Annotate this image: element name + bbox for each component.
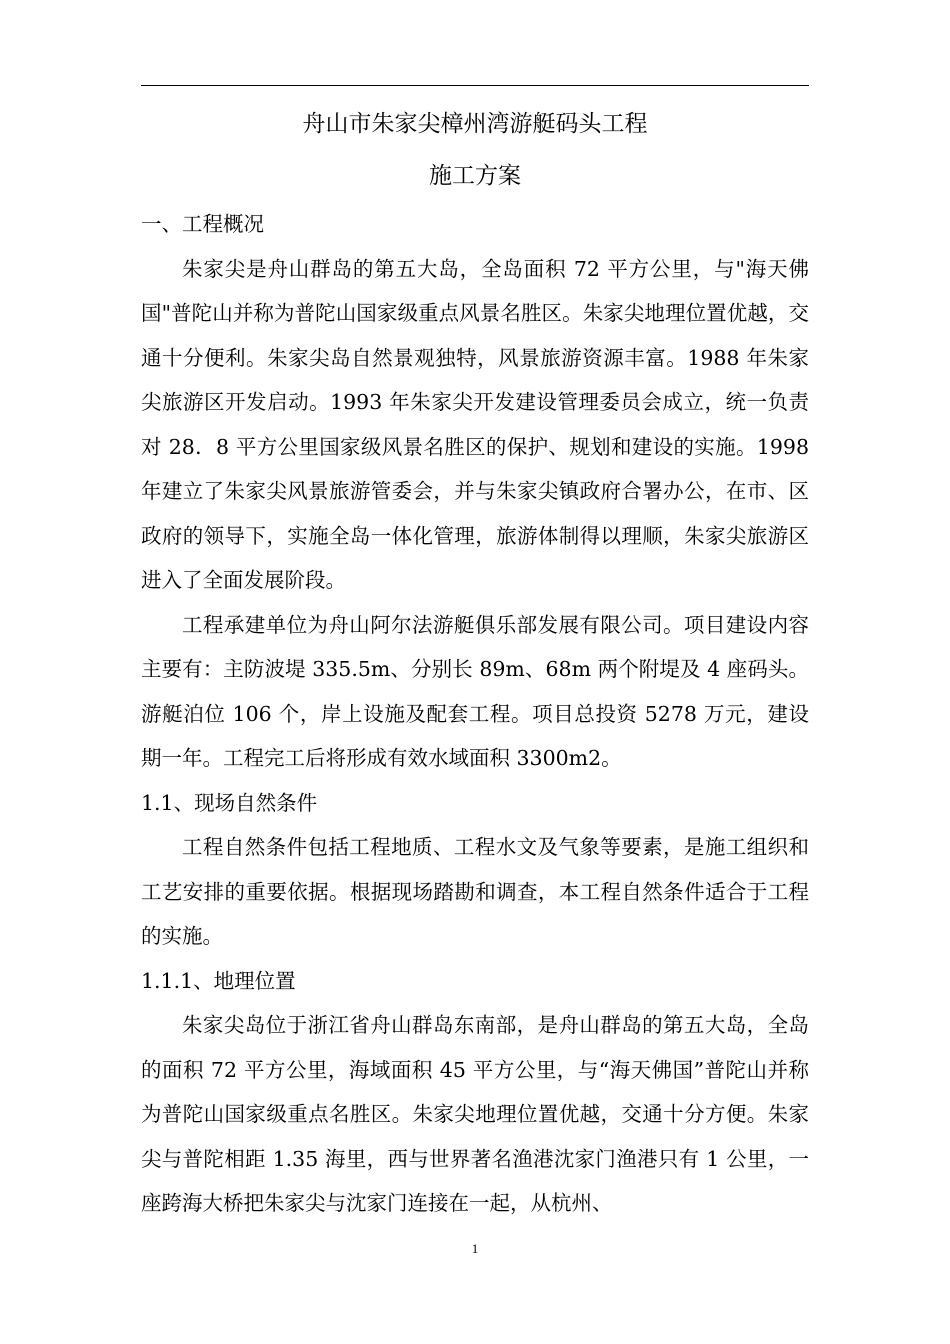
section-1-1-1-heading: 1.1.1、地理位置 [141,968,296,993]
section-1-paragraph-1: 朱家尖是舟山群岛的第五大岛，全岛面积 72 平方公里，与"海天佛国"普陀山并称为普陀山国家级重点风景名胜区。朱家尖地理位置优越，交通十分便利。朱家尖岛自然景观独特，风景旅游资源丰富。1988 年朱家尖旅游区开发启动。1993 年朱家尖开发建设管理委员会成立，统一负责对 28．8 平方公里国家级风景名胜区的保护、规划和建设的实施。1998 年建立了朱家尖风景旅游管委会，并与朱家尖镇政府合署办公，在市、区政府的领导下，实施全岛一体化管理，旅游体制得以理顺，朱家尖旅游区进入了全面发展阶段。 [141,256,809,592]
section-1-1-paragraph: 工程自然条件包括工程地质、工程水文及气象等要素，是施工组织和工艺安排的重要依据。根据现场踏勘和调查，本工程自然条件适合于工程的实施。 [141,835,809,948]
section-1-paragraph-2: 工程承建单位为舟山阿尔法游艇俱乐部发展有限公司。项目建设内容主要有：主防波堤 335.5m、分别长 89m、68m 两个附堤及 4 座码头。游艇泊位 106 个，岸上设施及配套工程。项目总投资 5278 万元，建设期一年。工程完工后将形成有效水域面积 3300m2。 [141,612,809,770]
document-title: 舟山市朱家尖樟州湾游艇码头工程 [302,111,648,137]
section-1-1-heading: 1.1、现场自然条件 [141,790,318,815]
document-subtitle: 施工方案 [429,163,521,189]
page-number: 1 [471,1241,479,1256]
section-1-1-1-paragraph: 朱家尖岛位于浙江省舟山群岛东南部，是舟山群岛的第五大岛，全岛的面积 72 平方公里，海域面积 45 平方公里，与“海天佛国”普陀山并称为普陀山国家级重点名胜区。朱家尖地理位置优越，交通十分方便。朱家尖与普陀相距 1.35 海里，西与世界著名渔港沈家门渔港只有 1 公里，一座跨海大桥把朱家尖与沈家门连接在一起，从杭州、 [141,1013,809,1215]
document-body [141,98,809,1226]
section-1-heading: 一、工程概况 [141,212,264,236]
header-rule [141,85,809,86]
